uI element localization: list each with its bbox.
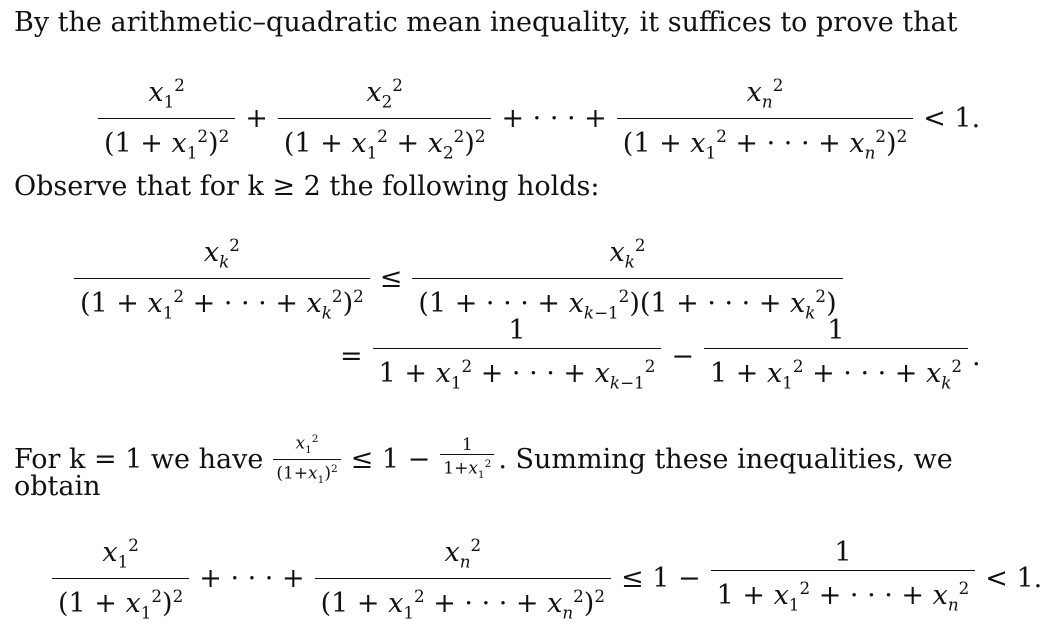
final-fraction-n: $\frac{x_n^2}{(1 + x_1^2 + \cdot \cdot \cdot + x_n^2)^2}$ <box>315 530 611 628</box>
minus-sign: − <box>671 341 694 373</box>
paragraph-obtain: obtain <box>14 471 101 502</box>
base-case-lead: For k = 1 we have <box>14 443 264 475</box>
equation-bound-line2 <box>334 316 981 397</box>
inline-fraction-lhs: $\frac{x_1^2}{(1+x_1)^2}$ <box>273 430 340 489</box>
plus-sign: + <box>245 103 268 135</box>
fraction-rhs-product: $\frac{x_k^2}{(1 + \cdot \cdot \cdot + x_{k-1}^2)(1 + \cdot \cdot \cdot + x_k^2)}$ <box>412 230 842 328</box>
fraction-lhs-k: $\frac{x_k^2}{(1 + x_1^2 + \cdot \cdot \cdot + x_k^2)^2}$ <box>74 230 370 328</box>
final-less-than-one: < 1. <box>985 563 1043 595</box>
inline-fraction-rhs: $\frac{1}{1+x_1^2}$ <box>440 436 494 484</box>
final-le: ≤ 1 − <box>621 563 701 595</box>
equation-bound-line1 <box>70 230 847 328</box>
dots-sign: + · · · + <box>501 103 607 135</box>
less-than-one: < 1. <box>923 103 981 135</box>
paragraph-intro: By the arithmetic–quadratic mean inequality, it suffices to prove that <box>14 7 958 38</box>
paragraph-base-case <box>14 430 953 489</box>
final-fraction-telescoped: $\frac{1}{1 + x_1^2 + \cdot \cdot \cdot + x_n^2}$ <box>711 538 976 619</box>
fraction-term-2: $\frac{x_2^2}{(1 + x_1^2 + x_2^2)^2}$ <box>278 70 492 168</box>
le-sign: ≤ <box>379 263 403 295</box>
fraction-term-n: $\frac{x_n^2}{(1 + x_1^2 + \cdot \cdot \cdot + x_n^2)^2}$ <box>617 70 913 168</box>
inline-le: ≤ 1 − <box>350 443 431 475</box>
equation-main-sum <box>94 70 986 168</box>
period: . <box>972 341 981 373</box>
base-case-tail: . Summing these inequalities, we <box>498 443 953 475</box>
fraction-term-1: $\frac{x_1^2}{(1 + x_1^2)^2}$ <box>98 70 235 168</box>
final-dots: + · · · + <box>199 563 305 595</box>
fraction-telescope-b: $\frac{1}{1 + x_1^2 + \cdot \cdot \cdot + x_k^2}$ <box>704 316 968 397</box>
final-fraction-1: $\frac{x_1^2}{(1 + x_1^2)^2}$ <box>52 530 189 628</box>
equation-final <box>48 530 1048 628</box>
fraction-telescope-a: $\frac{1}{1 + x_1^2 + \cdot \cdot \cdot + x_{k-1}^2}$ <box>373 316 662 397</box>
paragraph-observe: Observe that for k ≥ 2 the following holds: <box>14 171 600 202</box>
equals-sign: = <box>340 341 363 373</box>
